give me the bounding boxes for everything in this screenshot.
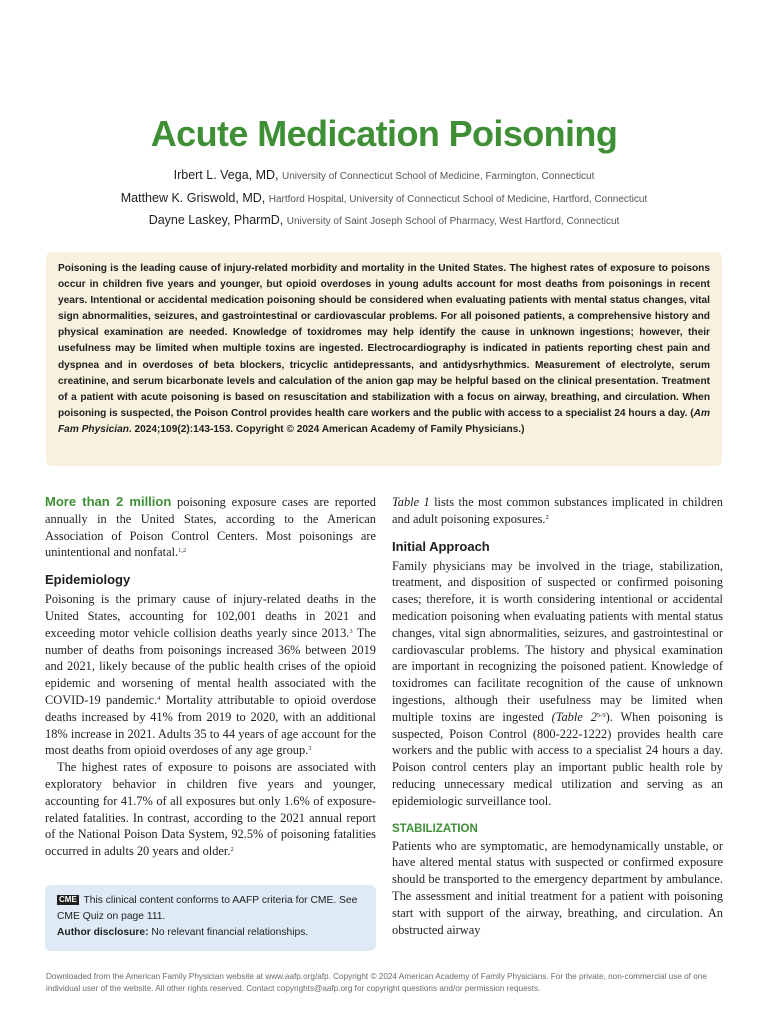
author-line xyxy=(0,210,768,233)
left-column xyxy=(45,494,376,860)
cme-text: This clinical content conforms to AAFP criteria for CME. See CME Quiz on page 111. xyxy=(57,895,358,922)
disclosure-label: Author disclosure: xyxy=(57,927,149,938)
paragraph-text: Poisoning is the primary cause of injury-related deaths in the United States, accounting for 102,001 deaths in 2021 and exceeding motor vehicle collision deaths yearly since 2013. xyxy=(45,592,376,640)
paragraph-text: ). When poisoning is suspected, Poison Control (800-222-1222) provides health care workers and the public with access to a specialist 24 hours a day. Poison control centers play an important public health role by reducing unnecessary medical utilization and serving as an epidemiologic surveillance tool. xyxy=(392,709,723,808)
disclosure-text: No relevant financial relationships. xyxy=(148,927,309,938)
citation-sup: 2 xyxy=(545,513,549,521)
paragraph-text: Family physicians may be involved in the triage, stabilization, treatment, and disposition of suspected or confirmed poisoning cases; therefore, it is worth considering intentional or accidental medication poisoning when evaluating patients with mental status changes, vital sign abnormalities, seizures, and gastrointestinal or cardiovascular problems. The history and physical examination are important in recognizing the poisoned patient. Knowledge of toxidromes can facilitate recognition of the cause of unknown ingestions, although their usefulness may be limited when multiple toxins are ingested xyxy=(392,558,723,724)
stabilization-heading: STABILIZATION xyxy=(392,822,478,835)
citation-sup: 2 xyxy=(230,846,234,854)
abstract-box xyxy=(46,252,722,466)
article-title: Acute Medication Poisoning xyxy=(150,113,618,154)
initial-approach-heading: Initial Approach xyxy=(392,538,490,554)
page-footer: Downloaded from the American Family Physician website at www.aafp.org/afp. Copyright © 2024 American Academy of Family Physicians. For the private, non-commercial use of one individual user of the website. All other rights reserved. Contact copyrights@aafp.org for copyright questions and/or permission requests. xyxy=(46,972,707,993)
author-affiliation: University of Connecticut School of Medicine, Farmington, Connecticut xyxy=(282,171,595,182)
table-reference: Table 1 xyxy=(392,495,430,509)
citation-sup: 3 xyxy=(308,745,312,753)
intro-paragraph xyxy=(45,494,376,561)
author-disclosure xyxy=(57,925,364,941)
cme-badge: CME xyxy=(59,895,77,904)
author-affiliation: Hartford Hospital, University of Connecticut School of Medicine, Hartford, Connecticut xyxy=(268,193,648,205)
intro-text: poisoning exposure cases are reported annually in the United States, according to the American Association of Poison Control Centers. Most poisonings are unintentional and nonfatal. xyxy=(45,495,376,560)
cme-box xyxy=(45,885,376,951)
stabilization-paragraph: Patients who are symptomatic, are hemodynamically unstable, or have altered mental status with suspected or confirmed exposure should be transported to the emergency department by ambulance. The assessment and initial treatment for a patient with poisoning start with support of the airway, breathing, and circulation. An obstructed airway xyxy=(392,838,723,937)
paragraph-text: The number of deaths from poisonings increased 36% between 2019 and 2021, likely because of the public health crises of the opioid epidemic and worsening of mental health associated with the COVID-19 pandemic. xyxy=(45,625,377,707)
citation-sup: 1,2 xyxy=(178,547,187,555)
intro-lead-in: More than 2 million xyxy=(45,494,172,509)
author-name: Matthew K. Griswold, MD, xyxy=(120,190,266,205)
author-affiliation: University of Saint Joseph School of Pharmacy, West Hartford, Connecticut xyxy=(286,216,620,227)
initial-approach-paragraph xyxy=(392,558,723,810)
abstract-citation-journal: Am Fam Physician xyxy=(58,407,710,435)
abstract-text: Poisoning is the leading cause of injury-related morbidity and mortality in the United States. The highest rates of exposure to poisons occur in children five years and younger, but opioid overdoses in young adults account for most deaths from poisonings in recent years. Intentional or accidental medication poisoning should be considered when evaluating patients with mental status changes, vital sign abnormalities, seizures, and gastrointestinal or cardiovascular problems. For all poisoned patients, a comprehensive history and physical examination are needed. Knowledge of toxidromes may help identify the cause in unknown ingestions; however, their usefulness may be limited when multiple toxins are ingested. Electrocardiography is indicated in patients reporting chest pain and dyspnea and in overdoses of beta blockers, tricyclic antidepressants, and antidysrhythmics. Measurement of electrolyte, serum creatinine, and serum bicarbonate levels and calculation of the anion gap may be helpful based on the clinical presentation. Treatment of a patient with acute poisoning is based on resuscitation and stabilization with a focus on airway, breathing, and circulation. When poisoning is suspected, the Poison Control provides health care workers and the public with access to a specialist 24 hours a day. ( xyxy=(58,263,710,419)
table-reference: (Table 2 xyxy=(551,709,597,724)
cme-statement xyxy=(57,893,364,925)
paragraph-text: Mortality attributable to opioid overdose deaths increased by 41% from 2019 to 2020, with an additional 18% increase in 2021. Adults 35 to 44 years of age account for the most deaths from opioid overdoses of any age group. xyxy=(45,692,376,758)
author-line xyxy=(0,165,768,188)
citation-sup: 3 xyxy=(349,627,353,635)
author-name: Dayne Laskey, PharmD, xyxy=(148,213,284,227)
paragraph-text: lists the most common substances implicated in children and adult poisoning exposures. xyxy=(392,495,723,526)
epidemiology-paragraph-2 xyxy=(45,759,376,860)
citation-sup: 4 xyxy=(157,694,161,702)
paragraph-text: The highest rates of exposure to poisons are associated with exploratory behavior in children five years and younger, accounting for 41.7% of all exposures but only 1.6% of exposure-related fatalities. In contrast, according to the 2021 annual report of the National Poison Data System, 92.5% of poisoning fatalities occurred in adults 20 years and older. xyxy=(45,760,376,859)
table-reference-paragraph xyxy=(392,494,723,528)
author-list xyxy=(0,165,768,233)
abstract-citation: . 2024;109(2):143-153. Copyright © 2024 American Academy of Family Physicians.) xyxy=(128,423,525,435)
citation-sup: 5-9 xyxy=(596,711,606,719)
author-name: Irbert L. Vega, MD, xyxy=(173,168,279,182)
epidemiology-paragraph-1 xyxy=(45,591,376,759)
right-column xyxy=(392,494,723,938)
epidemiology-heading: Epidemiology xyxy=(45,572,131,588)
author-line xyxy=(0,188,768,211)
